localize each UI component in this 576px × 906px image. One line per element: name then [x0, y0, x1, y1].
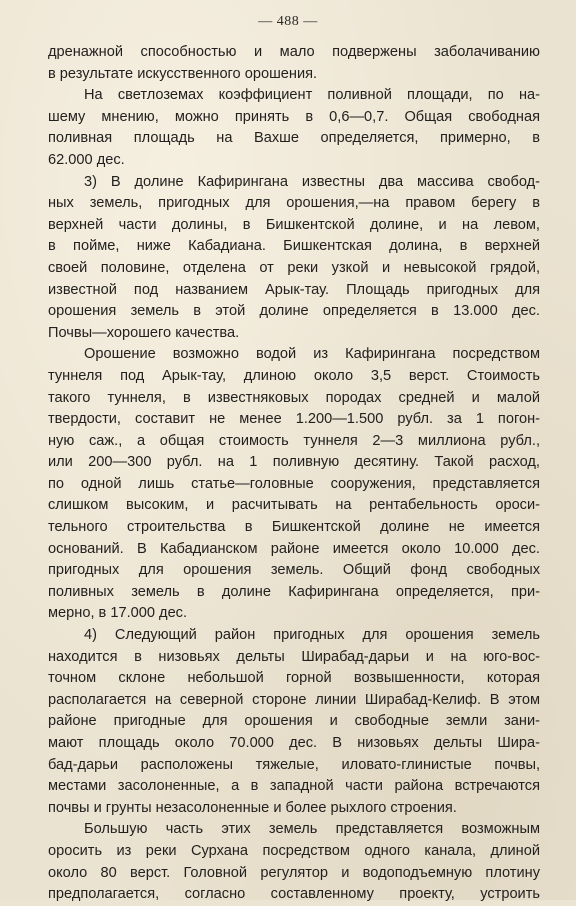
text-line: своей половине, отделена от реки узкой и невысокой грядой, [48, 259, 540, 276]
paragraph [48, 344, 540, 625]
text-line: поливная площадь на Вахше определяется, примерно, в [48, 130, 540, 147]
text-line: такого туннеля, в известняковых породах средней и малой [48, 389, 540, 406]
text-line: поливных земель в долине Кафирингана определяется, при- [48, 583, 540, 600]
text-line: 62.000 дес. [48, 151, 125, 168]
text-line: районе пригодные для орошения и свободные земли зани- [48, 713, 540, 730]
text-line: туннеля под Арык-тау, длиною около 3,5 верст. Стоимость [48, 367, 540, 384]
text-line: в пойме, ниже Кабадиана. Бишкентская долина, в верхней [48, 238, 540, 255]
text-line: твердости, составит не менее 1.200—1.500 рубл. за 1 погон- [48, 411, 540, 428]
paragraph [48, 85, 540, 171]
text-line: около 80 верст. Головной регулятор и водоподъемную плотину [48, 864, 540, 881]
text-line: Большую часть этих земель представляется возможным [84, 821, 540, 838]
text-line: местами засолоненные, а в западной части района встречаются [48, 778, 540, 795]
text-line: почвы и грунты незасолоненные и более рыхлого строения. [48, 799, 457, 816]
text-line: Почвы—хорошего качества. [48, 324, 240, 341]
text-line: ных земель, пригодных для орошения,—на правом берегу в [48, 195, 540, 212]
text-line: Орошение возможно водой из Кафирингана посредством [84, 346, 540, 363]
text-line: верхней части долины, в Бишкентской долине, и на левом, [48, 216, 540, 233]
text-line: оснований. В Кабадианском районе имеется около 10.000 дес. [48, 540, 540, 557]
text-line: по одной лишь статье—головные сооружения, представляется [48, 475, 540, 492]
text-line: пригодных для орошения земель. Общий фонд свободных [48, 562, 540, 579]
text-line: мерно, в 17.000 дес. [48, 605, 188, 622]
text-line: оросить из реки Сурхана посредством одного канала, длиной [48, 842, 540, 859]
text-line: мают площадь около 70.000 дес. В низовьях дельты Шира- [48, 735, 540, 751]
text-line: дренажной способностью и мало подвержены заболачиванию [48, 44, 540, 60]
paragraph [48, 42, 540, 85]
text-line: известной под названием Арык-тау. Площадь пригодных для [48, 281, 540, 298]
text-line: ную саж., а общая стоимость туннеля 2—3 миллиона рубл., [48, 432, 540, 449]
text-line: слишком высоким, и расчитывать на рентабельность ороси- [48, 497, 540, 514]
paragraph [48, 625, 540, 819]
text-line: На светлоземах коэффициент поливной площади, по на- [84, 87, 540, 104]
text-line: в результате искусственного орошения. [48, 65, 318, 82]
text-line: шему мнению, можно принять в 0,6—0,7. Общая свободная [48, 108, 540, 125]
text-line: находится в низовьях дельты Ширабад-дарьи и на юго-вос- [48, 648, 540, 665]
text-line: точном склоне небольшой горной возвышенности, которая [48, 670, 540, 687]
text-line: бад-дарьи расположены тяжелые, иловато-глинистые почвы, [48, 756, 540, 773]
text-line: тельного строительства в Бишкентской долине не имеется [48, 519, 540, 536]
text-line: 4) Следующий район пригодных для орошения земель [84, 627, 540, 644]
paragraph [48, 819, 540, 905]
page-number: — 488 — [258, 14, 318, 29]
text-line: или 200—300 рубл. на 1 поливную десятину. Такой расход, [48, 454, 540, 471]
text-line: располагается на северной стороне линии Ширабад-Келиф. В этом [48, 691, 540, 708]
text-line: 3) В долине Кафирингана известны два массива свобод- [84, 173, 540, 190]
text-line: предполагается, согласно составленному проекту, устроить [48, 886, 540, 903]
paragraph [48, 172, 540, 345]
text-line: орошения земель в этой долине определяется в 13.000 дес. [48, 303, 540, 320]
body-text [48, 42, 540, 906]
